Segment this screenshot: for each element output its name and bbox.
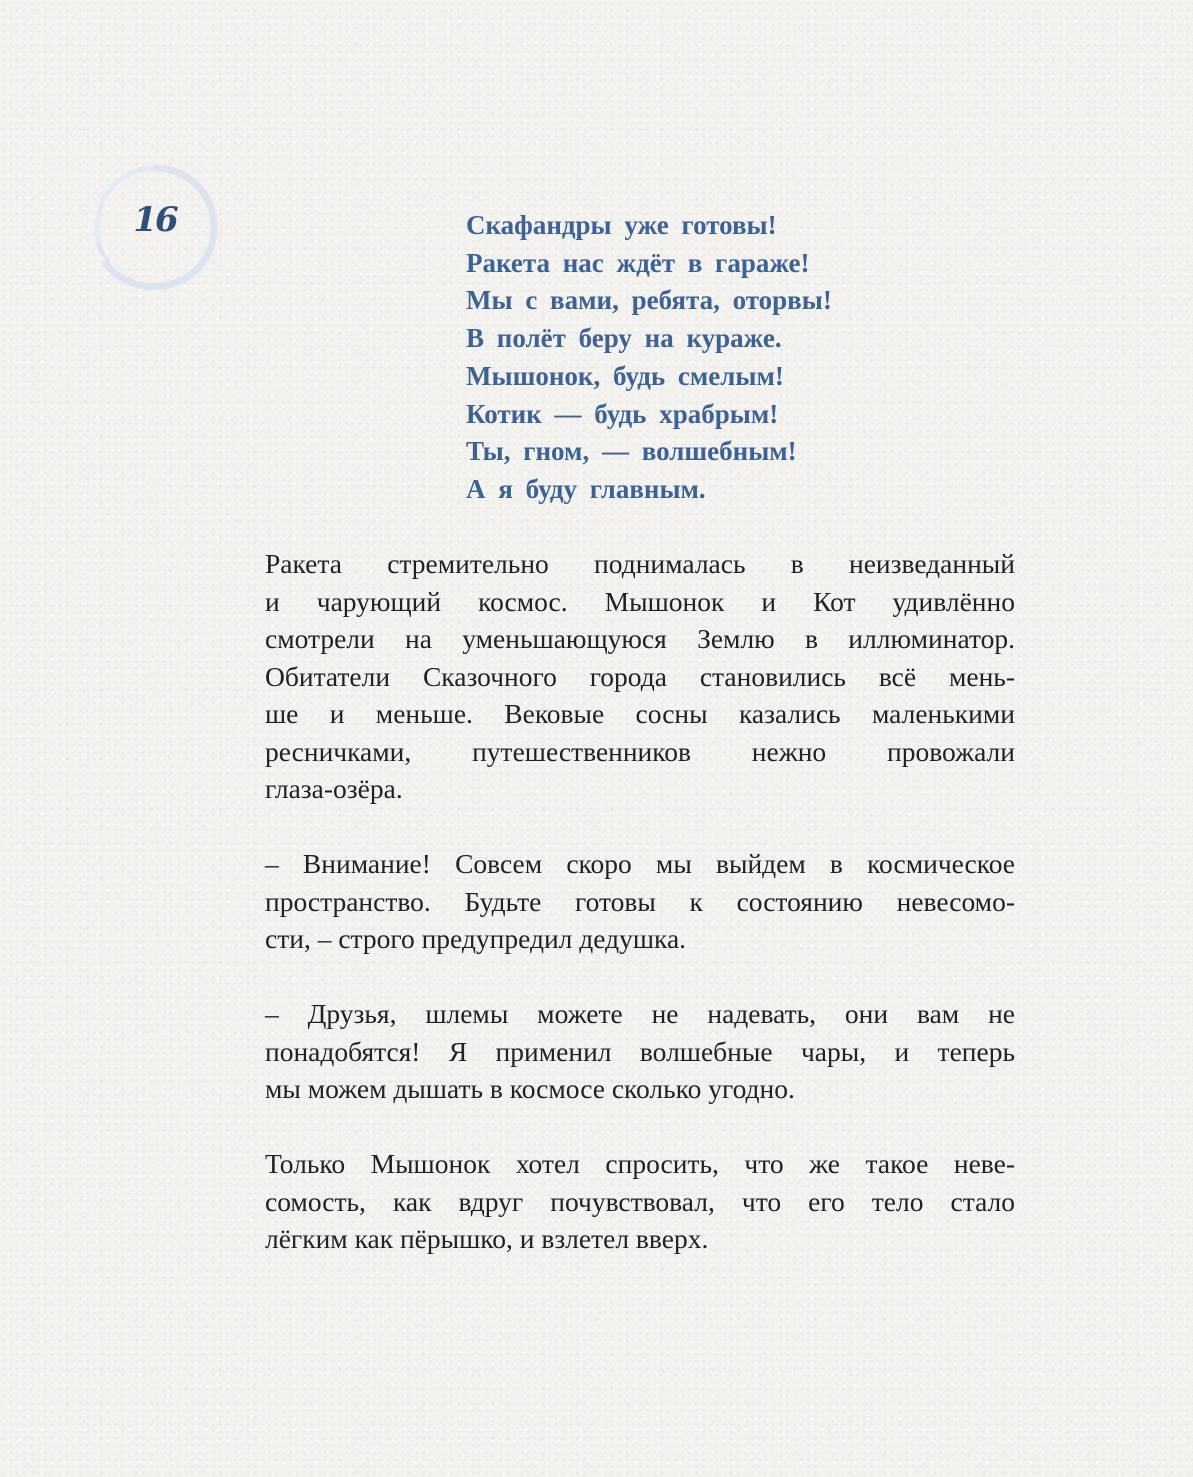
paragraph-line: глаза-озёра.	[265, 773, 403, 804]
page-number-badge	[88, 160, 222, 294]
paragraph-line: Ракета стремительно поднималась в неизведанный	[265, 548, 1015, 579]
poem-line: А я буду главным.	[466, 473, 706, 504]
paragraph-line: ресничками, путешественников нежно провожали	[265, 735, 1015, 767]
paragraph-line: пространство. Будьте готовы к состоянию невесомо-	[265, 885, 1015, 917]
paragraph-line: сомость, как вдруг почувствовал, что его тело стало	[265, 1185, 1015, 1217]
paragraph-line: – Внимание! Совсем скоро мы выйдем в космическое	[265, 848, 1015, 879]
paragraph-rocket	[265, 545, 1015, 808]
poem-line: Котик — будь храбрым!	[466, 398, 779, 429]
paragraph-line: лёгким как пёрышко, и взлетел вверх.	[265, 1223, 709, 1254]
poem-line: Мышонок, будь смелым!	[466, 360, 784, 391]
paragraph-line: – Друзья, шлемы можете не надевать, они вам не	[265, 998, 1015, 1029]
poem-line: Мы с вами, ребята, оторвы!	[466, 285, 832, 316]
page-number: 16	[133, 200, 177, 240]
paragraph-line: Только Мышонок хотел спросить, что же такое неве-	[265, 1148, 1015, 1179]
paragraph-attention	[265, 845, 1015, 958]
paragraph-line: Обитатели Сказочного города становились всё мень-	[265, 660, 1015, 692]
paragraph-line: понадобятся! Я применил волшебные чары, и теперь	[265, 1035, 1015, 1067]
paragraph-helmets	[265, 995, 1015, 1108]
poem-line: Ты, гном, — волшебным!	[466, 436, 797, 467]
poem-line: Скафандры уже готовы!	[466, 210, 777, 240]
paragraph-weightless	[265, 1145, 1015, 1258]
paragraph-line: мы можем дышать в космосе сколько угодно.	[265, 1073, 795, 1104]
poem-line: Ракета нас ждёт в гараже!	[466, 247, 810, 278]
poem	[466, 207, 1026, 509]
paragraph-line: смотрели на уменьшающуюся Землю в иллюминатор.	[265, 623, 1015, 654]
paragraph-line: ше и меньше. Вековые сосны казались маленькими	[265, 698, 1015, 729]
paragraph-line: сти, – строго предупредил дедушка.	[265, 923, 687, 954]
paragraph-line: и чарующий космос. Мышонок и Кот удивлённо	[265, 585, 1015, 617]
poem-line: В полёт беру на кураже.	[466, 323, 782, 354]
